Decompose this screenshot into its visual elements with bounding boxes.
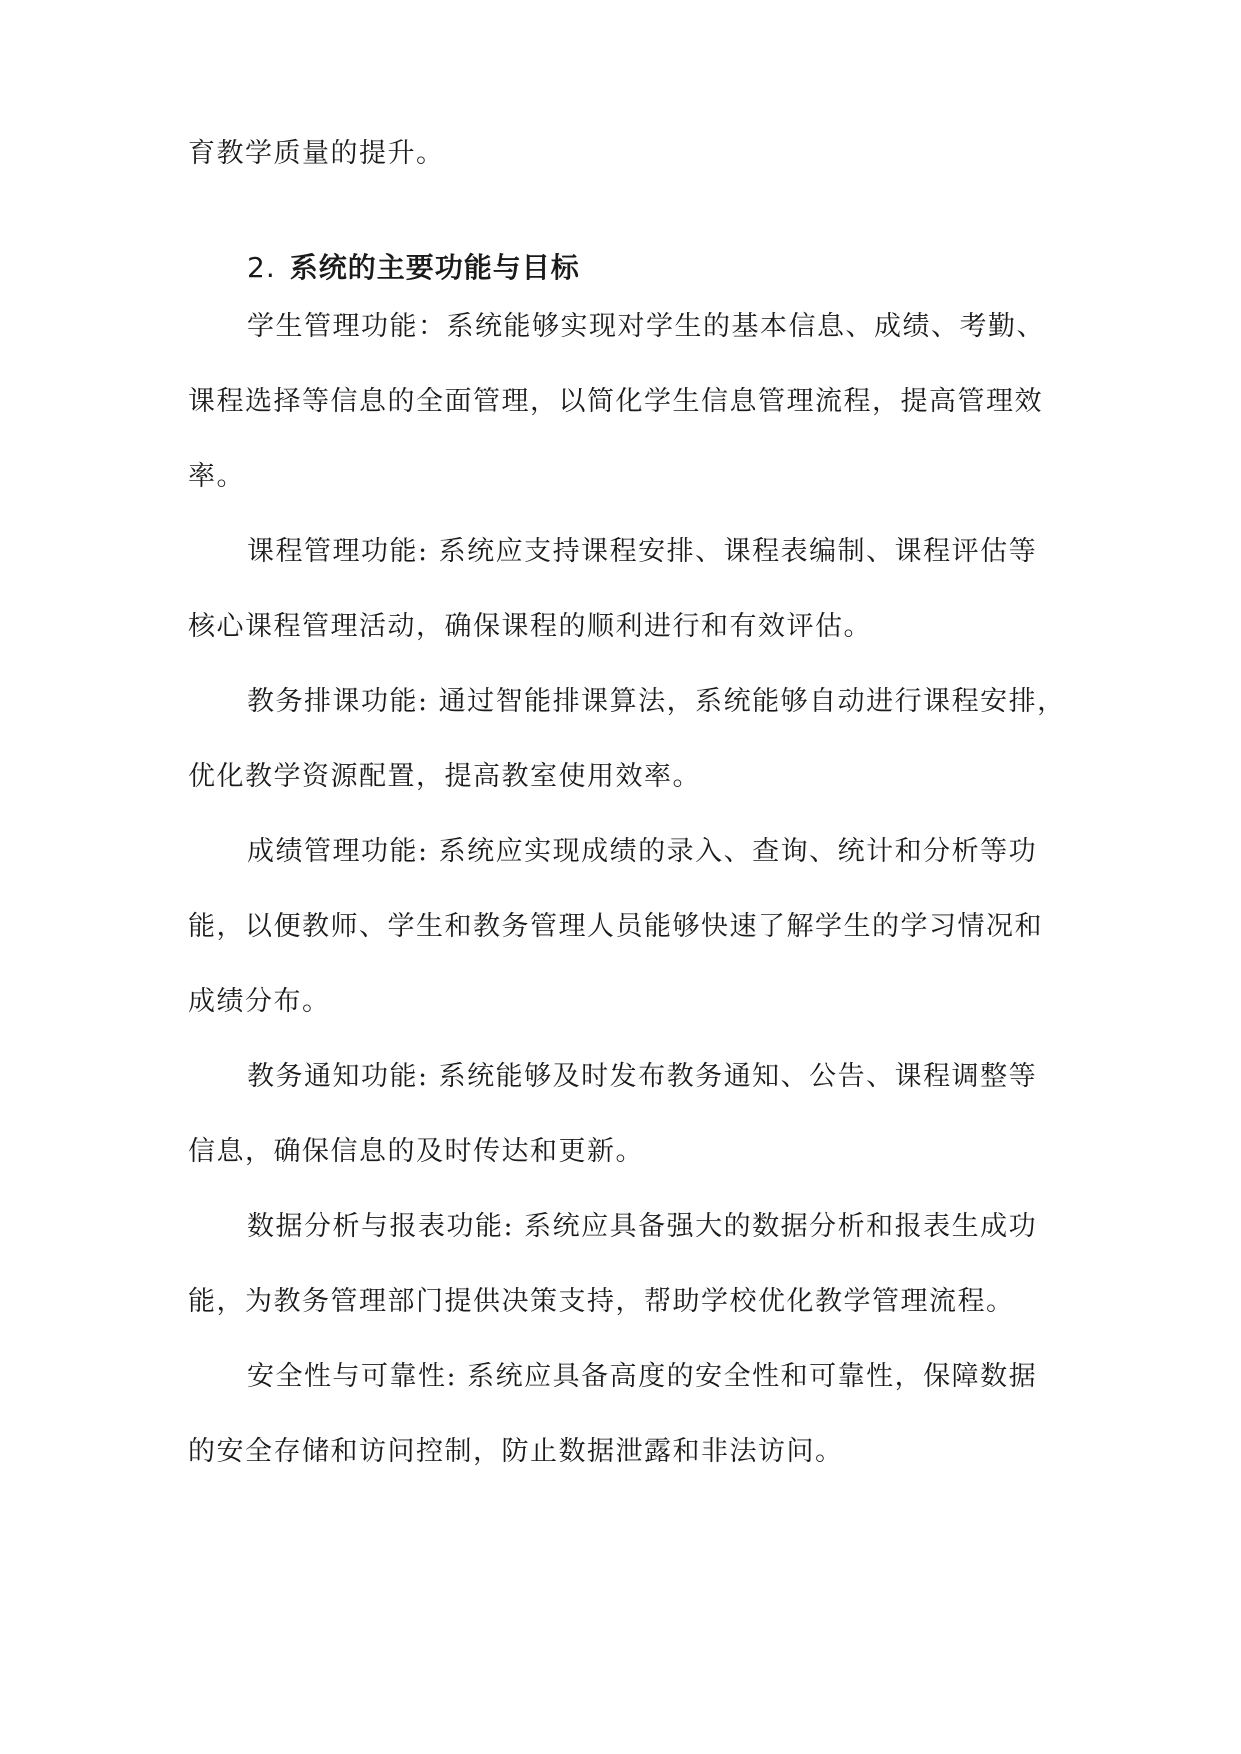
paragraph-line: 教务通知功能: 系统能够及时发布教务通知、公告、课程调整等 xyxy=(247,1061,1038,1092)
section-heading xyxy=(247,246,580,286)
section-title: 系统的主要功能与目标 xyxy=(289,251,580,284)
paragraph-line: 成绩管理功能: 系统应实现成绩的录入、查询、统计和分析等功 xyxy=(247,836,1038,867)
paragraph-line: 数据分析与报表功能: 系统应具备强大的数据分析和报表生成功 xyxy=(247,1211,1038,1242)
paragraph-line: 成绩分布。 xyxy=(188,986,331,1017)
section-number: 2. xyxy=(247,251,276,284)
paragraph-line: 能，为教务管理部门提供决策支持，帮助学校优化教学管理流程。 xyxy=(188,1286,1015,1317)
paragraph-scheduling xyxy=(188,664,1066,814)
paragraph-line: 优化教学资源配置，提高教室使用效率。 xyxy=(188,761,701,792)
paragraph-line: 核心课程管理活动，确保课程的顺利进行和有效评估。 xyxy=(188,611,872,642)
paragraph-security xyxy=(188,1339,1058,1489)
paragraph-line: 能，以便教师、学生和教务管理人员能够快速了解学生的学习情况和 xyxy=(188,911,1043,942)
paragraph-grade-management xyxy=(188,814,1058,1039)
paragraph-line: 学生管理功能：系统能够实现对学生的基本信息、成绩、考勤、 xyxy=(247,311,1045,342)
paragraph-line: 课程选择等信息的全面管理，以简化学生信息管理流程，提高管理效 xyxy=(188,386,1043,417)
paragraph-notifications xyxy=(188,1039,1058,1189)
intro-paragraph-tail xyxy=(188,116,1058,191)
paragraph-line: 信息，确保信息的及时传达和更新。 xyxy=(188,1136,644,1167)
paragraph-line: 育教学质量的提升。 xyxy=(188,138,445,169)
paragraph-data-analysis xyxy=(188,1189,1058,1339)
paragraph-line: 率。 xyxy=(188,461,245,492)
paragraph-course-management xyxy=(188,514,1058,664)
paragraph-student-management xyxy=(188,289,1058,514)
paragraph-line: 的安全存储和访问控制，防止数据泄露和非法访问。 xyxy=(188,1436,844,1467)
body-paragraphs xyxy=(188,289,1066,1489)
paragraph-line: 安全性与可靠性: 系统应具备高度的安全性和可靠性，保障数据 xyxy=(247,1361,1038,1392)
paragraph-line: 课程管理功能: 系统应支持课程安排、课程表编制、课程评估等 xyxy=(247,536,1038,567)
paragraph-line: 教务排课功能: 通过智能排课算法，系统能够自动进行课程安排， xyxy=(247,686,1066,717)
